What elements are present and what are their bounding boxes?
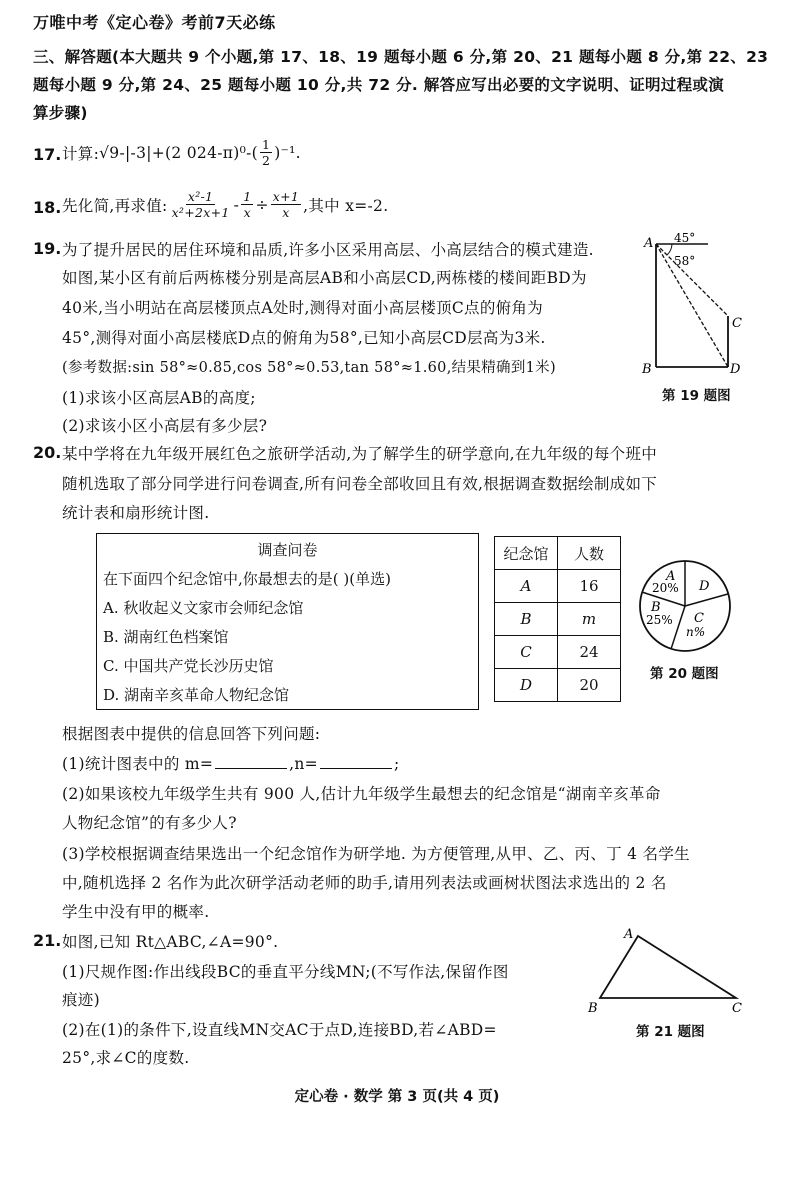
q20-part-2-line-2: 人物纪念馆”的有多少人? xyxy=(62,814,237,832)
q18-expression xyxy=(62,189,388,220)
q21-triangle xyxy=(600,936,736,998)
answer-blank-m[interactable] xyxy=(215,768,287,769)
q20-line-3: 统计表和扇形统计图. xyxy=(62,504,210,522)
table-cell: 20 xyxy=(558,669,621,702)
table-cell: B xyxy=(495,603,558,636)
pie-label-a: A xyxy=(666,569,676,584)
q20-p1-a: (1)统计图表中的 m= xyxy=(62,755,214,773)
q21-line-1: 如图,已知 Rt△ABC,∠A=90°. xyxy=(62,933,279,951)
q17-expression xyxy=(62,137,301,168)
q19-figure xyxy=(636,232,756,380)
q20-number: 20. xyxy=(33,443,62,462)
q21-line-2: (1)尺规作图:作出线段BC的垂直平分线MN;(不写作法,保留作图 xyxy=(62,963,509,981)
q19-label-C: C xyxy=(732,316,742,331)
table-header-hall: 纪念馆 xyxy=(495,537,558,570)
q18-number: 18. xyxy=(33,198,62,217)
section-heading-line-3: 算步骤) xyxy=(33,104,88,122)
q20-line-1: 某中学将在九年级开展红色之旅研学活动,为了解学生的研学意向,在九年级的每个班中 xyxy=(62,445,658,463)
q20-line-2: 随机选取了部分同学进行问卷调查,所有问卷全部收回且有效,根据调查数据绘制成如下 xyxy=(62,475,658,493)
survey-title: 调查问卷 xyxy=(257,541,318,559)
q17-frac-den: 2 xyxy=(262,153,271,168)
q19-line-4: 45°,测得对面小高层楼底D点的俯角为58°,已知小高层CD层高为3米. xyxy=(62,329,546,347)
q18-f2-den: x xyxy=(243,205,251,220)
survey-option-c: C. 中国共产党长沙历史馆 xyxy=(103,657,274,675)
q17-mid: -|-3|+(2 024-π)⁰-( xyxy=(119,143,259,162)
pie-pct-b: 25% xyxy=(646,613,673,627)
q18-op2: ÷ xyxy=(255,195,269,214)
q17-prefix: 计算: xyxy=(62,144,100,163)
q17-sqrt: √9 xyxy=(99,143,120,162)
q19-label-D: D xyxy=(730,362,741,377)
pie-label-c: C xyxy=(694,611,704,626)
q20-part-3-line-3: 学生中没有甲的概率. xyxy=(62,903,210,921)
q20-figure-caption: 第 20 题图 xyxy=(650,666,719,682)
q18-op1: - xyxy=(233,195,240,214)
q20-part-3-line-2: 中,随机选择 2 名作为此次研学活动老师的助手,请用列表法或画树状图法求选出的 2 名 xyxy=(62,874,667,892)
q18-fraction-2 xyxy=(241,189,253,220)
table-cell: A xyxy=(495,570,558,603)
q20-part-2-line-1: (2)如果该校九年级学生共有 900 人,估计九年级学生最想去的纪念馆是“湖南辛亥革命 xyxy=(62,785,661,803)
q18-f1-den: x²+2x+1 xyxy=(171,205,230,220)
survey-box xyxy=(96,533,479,710)
table-cell: 16 xyxy=(558,570,621,603)
q19-line-3: 40米,当小明站在高层楼顶点A处时,测得对面小高层楼顶C点的俯角为 xyxy=(62,299,544,317)
pie-pct-a: 20% xyxy=(652,581,679,595)
table-cell: m xyxy=(558,603,621,636)
q21-line-3: 痕迹) xyxy=(62,991,100,1009)
q18-f3-den: x xyxy=(282,205,290,220)
survey-option-a: A. 秋收起义文家市会师纪念馆 xyxy=(103,599,304,617)
memorial-table xyxy=(494,536,621,702)
q20-intro: 根据图表中提供的信息回答下列问题: xyxy=(62,725,321,743)
pie-pct-c: n% xyxy=(686,625,706,639)
section-heading-line-1: 三、解答题(本大题共 9 个小题,第 17、18、19 题每小题 6 分,第 20、21 题每小题 8 分,第 22、23 xyxy=(33,48,769,66)
survey-option-b: B. 湖南红色档案馆 xyxy=(103,628,229,646)
survey-question: 在下面四个纪念馆中,你最想去的是( )(单选) xyxy=(103,570,391,588)
section-heading-line-2: 题每小题 9 分,第 24、25 题每小题 10 分,共 72 分. 解答应写出必要的文字说明、证明过程或演 xyxy=(33,76,724,94)
q17-suffix: )⁻¹. xyxy=(274,143,301,162)
q21-number: 21. xyxy=(33,931,62,950)
q19-angle-58: 58° xyxy=(674,254,696,268)
q19-part-2: (2)求该小区小高层有多少层? xyxy=(62,417,268,435)
q18-f2-num: 1 xyxy=(243,189,252,204)
q21-label-A: A xyxy=(624,927,634,942)
q19-line-1: 为了提升居民的居住环境和品质,许多小区采用高层、小高层结合的模式建造. xyxy=(62,241,594,259)
page-footer: 定心卷 · 数学 第 3 页(共 4 页) xyxy=(294,1089,500,1105)
table-row xyxy=(495,636,621,669)
q19-angle-arc xyxy=(667,244,672,255)
q19-part-1: (1)求该小区高层AB的高度; xyxy=(62,389,256,407)
q17-fraction xyxy=(260,137,272,168)
q21-label-B: B xyxy=(588,1001,598,1016)
q20-part-3-line-1: (3)学校根据调查结果选出一个纪念馆作为研学地. 为方便管理,从甲、乙、丙、丁 4 名学生 xyxy=(62,845,690,863)
table-cell: C xyxy=(495,636,558,669)
table-header-row xyxy=(495,537,621,570)
pie-chart xyxy=(630,556,740,656)
q17-frac-num: 1 xyxy=(262,137,271,152)
q21-line-5: 25°,求∠C的度数. xyxy=(62,1049,190,1067)
q19-line-5: (参考数据:sin 58°≈0.85,cos 58°≈0.53,tan 58°≈1.60,结果精确到1米) xyxy=(62,360,556,376)
survey-option-d: D. 湖南辛亥革命人物纪念馆 xyxy=(103,686,290,704)
table-row xyxy=(495,570,621,603)
q18-prefix: 先化简,再求值: xyxy=(62,196,168,215)
q19-label-A: A xyxy=(644,236,654,251)
q18-f1-num: x²-1 xyxy=(187,189,214,204)
table-header-count: 人数 xyxy=(558,537,621,570)
q19-angle-45: 45° xyxy=(674,232,696,245)
pie-label-b: B xyxy=(651,600,661,615)
q19-label-B: B xyxy=(642,362,652,377)
q18-fraction-3 xyxy=(271,189,301,220)
q20-p1-c: ; xyxy=(393,755,400,773)
header-title: 万唯中考《定心卷》考前7天必练 xyxy=(33,13,276,32)
q21-label-C: C xyxy=(732,1001,742,1016)
answer-blank-n[interactable] xyxy=(320,768,392,769)
q17-number: 17. xyxy=(33,145,62,164)
q20-part-1 xyxy=(62,752,400,774)
q21-figure-caption: 第 21 题图 xyxy=(636,1024,705,1040)
q19-line-2: 如图,某小区有前后两栋楼分别是高层AB和小高层CD,两栋楼的楼间距BD为 xyxy=(62,269,587,287)
q20-p1-b: ,n= xyxy=(289,755,318,773)
q19-figure-caption: 第 19 题图 xyxy=(662,388,731,404)
q21-figure xyxy=(584,924,754,1016)
q18-fraction-1 xyxy=(170,189,232,220)
table-row xyxy=(495,603,621,636)
pie-label-d: D xyxy=(699,579,710,594)
q18-suffix: ,其中 x=-2. xyxy=(303,196,389,215)
table-row xyxy=(495,669,621,702)
q18-f3-num: x+1 xyxy=(272,189,300,204)
q19-number: 19. xyxy=(33,239,62,258)
table-cell: D xyxy=(495,669,558,702)
q21-line-4: (2)在(1)的条件下,设直线MN交AC于点D,连接BD,若∠ABD= xyxy=(62,1021,497,1039)
table-cell: 24 xyxy=(558,636,621,669)
